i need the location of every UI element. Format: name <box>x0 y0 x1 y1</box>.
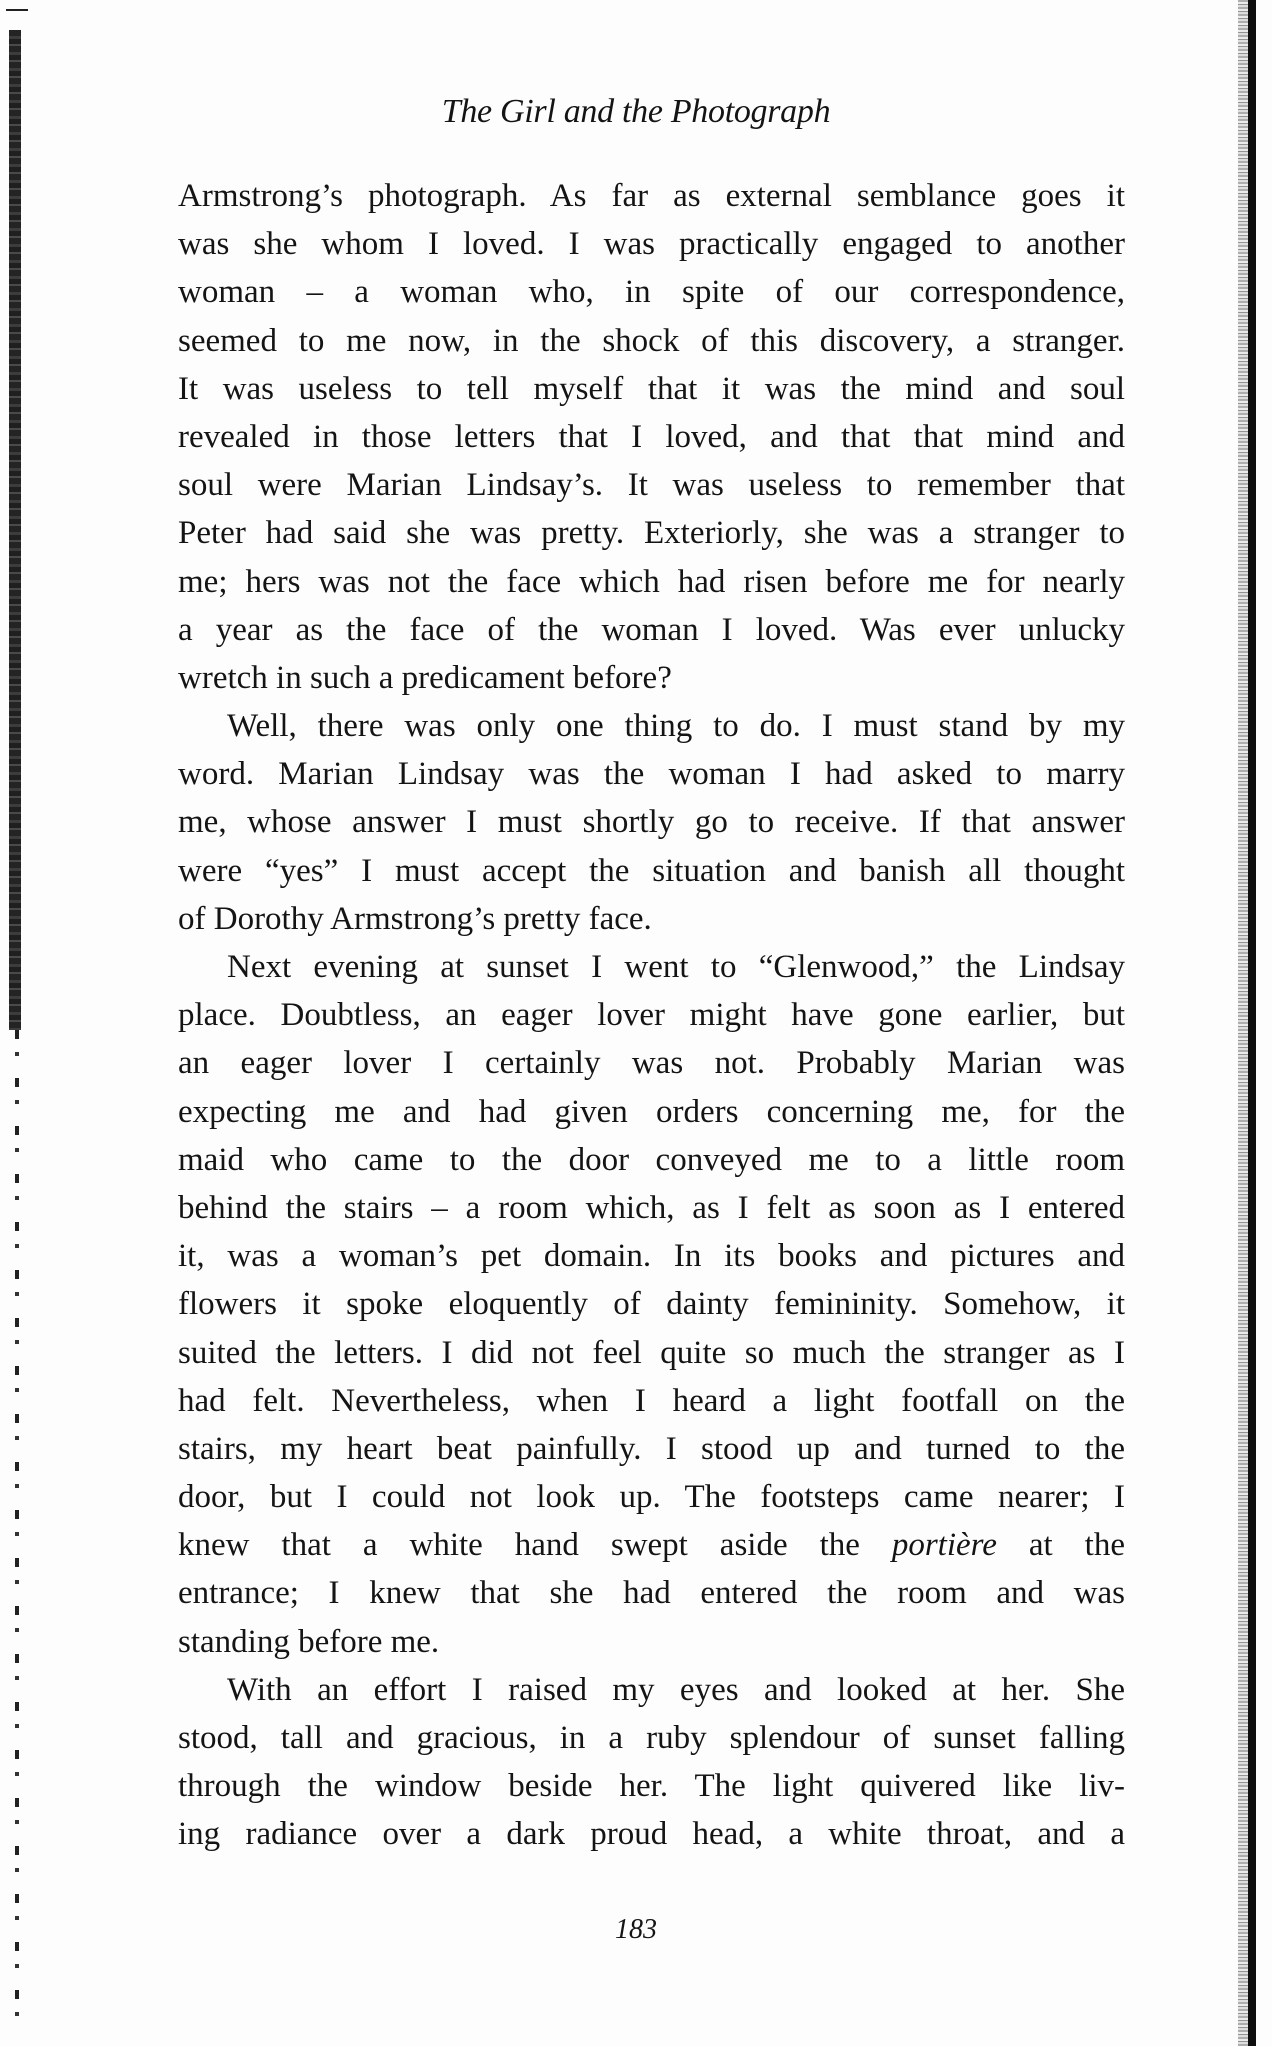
text-line-content: place. Doubtless, an eager lover might have gone earlier, but <box>178 997 1125 1034</box>
text-line <box>178 1666 1125 1714</box>
text-line <box>178 1280 1125 1328</box>
text-line <box>178 268 1125 316</box>
text-line <box>178 461 1125 509</box>
text-line-content: had felt. Nevertheless, when I heard a light footfall on the <box>178 1382 1125 1419</box>
scan-right-edge-shading <box>1238 0 1248 2046</box>
text-line <box>178 1184 1125 1232</box>
text-line-content: seemed to me now, in the shock of this discovery, a stranger. <box>178 322 1125 359</box>
text-line-content: ing radiance over a dark proud head, a white throat, and a <box>178 1816 1125 1853</box>
text-line <box>178 558 1125 606</box>
text-line <box>178 750 1125 798</box>
text-line <box>178 1088 1125 1136</box>
text-line-content: behind the stairs – a room which, as I felt as soon as I entered <box>178 1189 1125 1226</box>
text-line <box>178 606 1125 654</box>
text-line <box>178 943 1125 991</box>
text-line <box>178 1521 1125 1569</box>
text-line-content: me, whose answer I must shortly go to receive. If that answer <box>178 804 1125 841</box>
text-line <box>178 1810 1125 1858</box>
text-line-content: Next evening at sunset I went to “Glenwood,” the Lindsay <box>227 949 1125 985</box>
text-line <box>178 991 1125 1039</box>
text-line <box>178 1329 1125 1377</box>
text-line-content: With an effort I raised my eyes and looked at her. She <box>227 1671 1125 1708</box>
text-line <box>178 220 1125 268</box>
text-line <box>178 1714 1125 1762</box>
text-line <box>178 702 1125 750</box>
text-line-content: door, but I could not look up. The footsteps came nearer; I <box>178 1479 1125 1516</box>
text-line-content: was she whom I loved. I was practically engaged to another <box>178 226 1125 263</box>
text-line <box>178 1425 1125 1473</box>
body-text <box>178 172 1125 1859</box>
text-line-content: at the <box>996 1527 1125 1564</box>
text-line <box>178 509 1125 557</box>
text-line-content: were “yes” I must accept the situation and banish all thought <box>178 852 1125 889</box>
text-line-content: through the window beside her. The light quivered like liv- <box>178 1768 1125 1805</box>
text-line-content: flowers it spoke eloquently of dainty femininity. Somehow, it <box>178 1286 1125 1323</box>
text-line-content: stood, tall and gracious, in a ruby splendour of sunset falling <box>178 1720 1125 1756</box>
text-line <box>178 317 1125 365</box>
scan-left-edge-shadow <box>9 30 21 1030</box>
text-line-content: soul were Marian Lindsay’s. It was useless to remember that <box>178 467 1125 504</box>
text-line-content: Peter had said she was pretty. Exteriorly, she was a stranger to <box>178 515 1125 552</box>
text-line-content: standing before me. <box>178 1623 440 1660</box>
italic-word: portière <box>891 1527 997 1564</box>
text-line <box>178 895 1125 943</box>
text-line <box>178 798 1125 846</box>
text-line <box>178 1569 1125 1617</box>
text-line-content: knew that a white hand swept aside the <box>178 1527 892 1564</box>
text-line-content: It was useless to tell myself that it was the mind and soul <box>178 370 1125 407</box>
text-line <box>178 1377 1125 1425</box>
text-line-content: expecting me and had given orders concerning me, for the <box>178 1093 1125 1130</box>
text-line-content: stairs, my heart beat painfully. I stood up and turned to the <box>178 1430 1125 1467</box>
scan-left-edge-line <box>15 1030 19 2030</box>
text-line <box>178 1039 1125 1087</box>
text-line <box>178 847 1125 895</box>
text-line-content: suited the letters. I did not feel quite so much the stranger as I <box>178 1334 1125 1371</box>
text-line-content: it, was a woman’s pet domain. In its books and pictures and <box>178 1238 1125 1275</box>
text-line <box>178 1618 1125 1666</box>
text-line <box>178 1136 1125 1184</box>
text-line-content: Armstrong’s photograph. As far as external semblance goes it <box>178 178 1125 214</box>
text-line <box>178 654 1125 702</box>
text-line-content: me; hers was not the face which had risen before me for nearly <box>178 563 1125 600</box>
text-line-content: revealed in those letters that I loved, and that that mind and <box>178 418 1125 455</box>
text-line-content: wretch in such a predicament before? <box>178 659 672 696</box>
text-line-content: maid who came to the door conveyed me to a little room <box>178 1141 1125 1178</box>
text-line-content: a year as the face of the woman I loved. Was ever unlucky <box>178 611 1125 648</box>
text-line <box>178 1762 1125 1810</box>
text-line-content: of Dorothy Armstrong’s pretty face. <box>178 900 652 937</box>
text-line <box>178 1232 1125 1280</box>
text-line <box>178 1473 1125 1521</box>
text-line <box>178 365 1125 413</box>
scan-right-edge-shadow <box>1248 0 1256 2046</box>
page-number: 183 <box>615 1914 657 1945</box>
text-line <box>178 413 1125 461</box>
text-line <box>178 172 1125 220</box>
running-head: The Girl and the Photograph <box>441 93 831 130</box>
text-line-content: an eager lover I certainly was not. Probably Marian was <box>178 1045 1125 1082</box>
text-line-content: woman – a woman who, in spite of our correspondence, <box>178 274 1125 311</box>
text-line-content: Well, there was only one thing to do. I must stand by my <box>227 708 1125 745</box>
text-line-content: entrance; I knew that she had entered the room and was <box>178 1575 1125 1612</box>
scan-crop-mark <box>6 9 28 11</box>
text-line-content: word. Marian Lindsay was the woman I had asked to marry <box>178 756 1125 793</box>
